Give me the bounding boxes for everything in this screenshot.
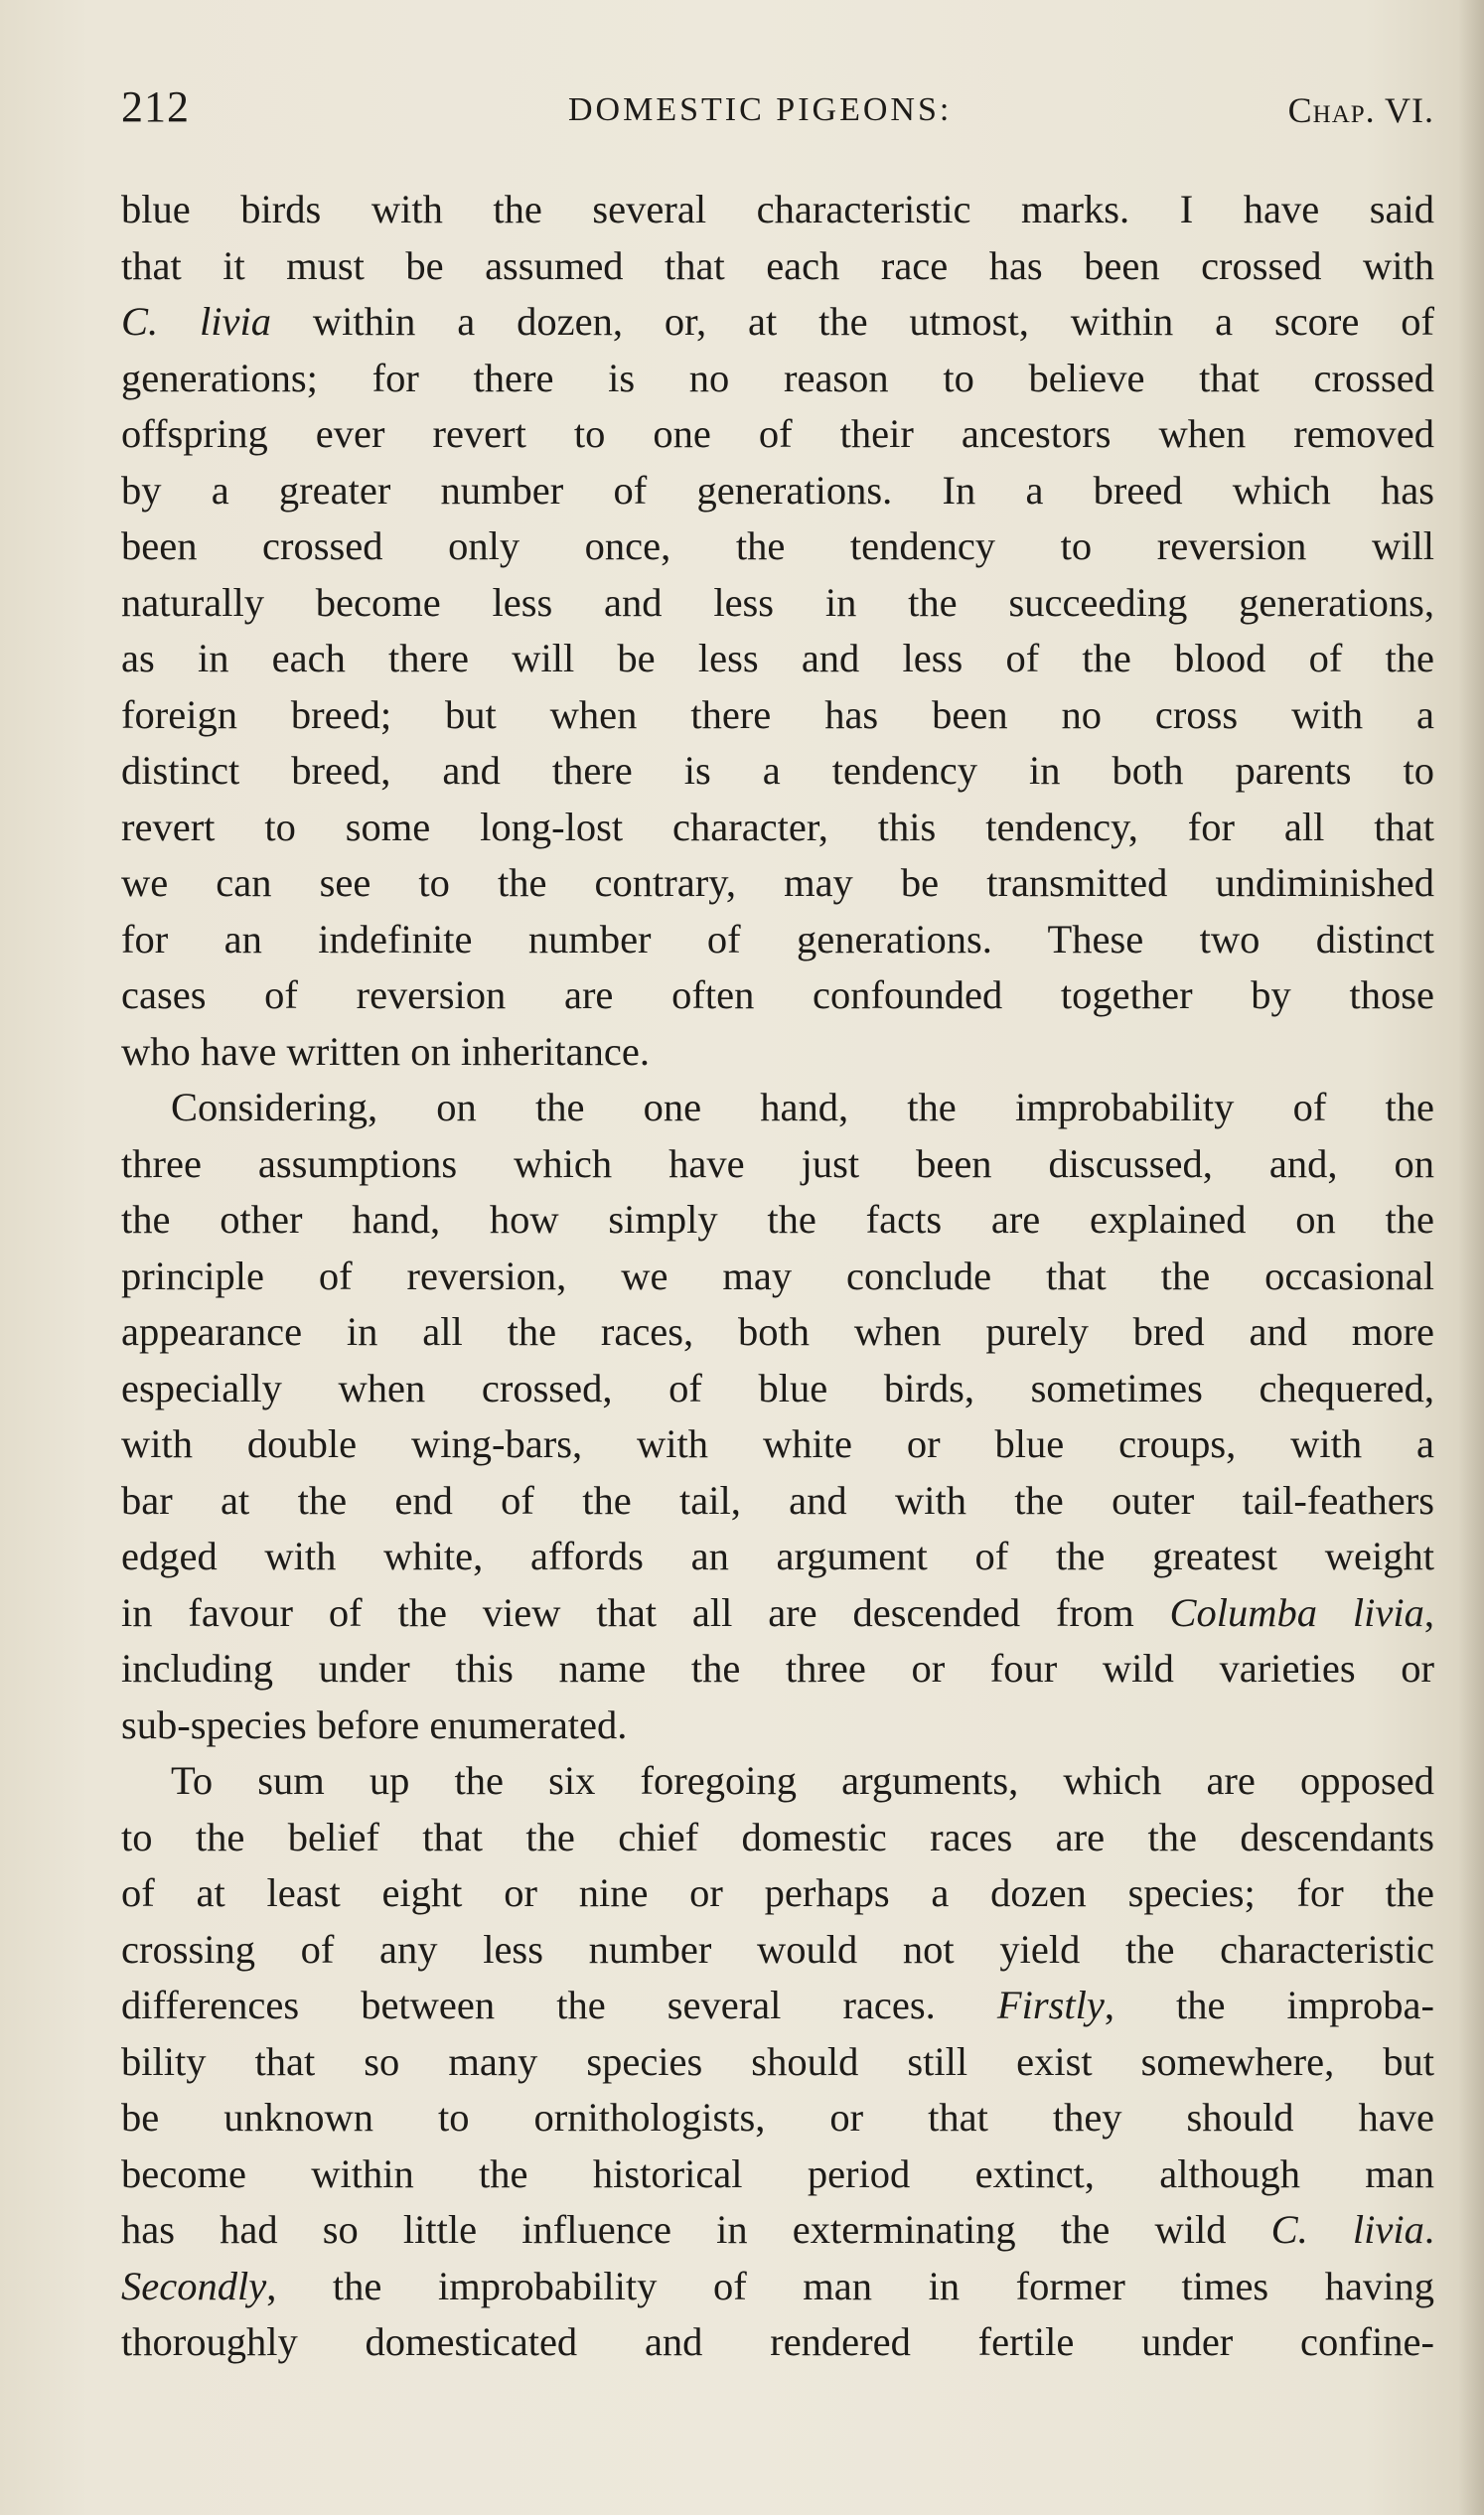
text-line (121, 855, 1434, 912)
text-line (121, 1473, 1434, 1530)
text-line (121, 1810, 1434, 1866)
text-line (121, 1192, 1434, 1249)
italic-text: Columba livia (1169, 1589, 1424, 1635)
text-line (121, 1753, 1434, 1810)
text-line (121, 800, 1434, 856)
text-line (121, 2202, 1434, 2259)
text-line (121, 1922, 1434, 1979)
text-line (121, 238, 1434, 295)
text-segment: become within the historical period extinct, although man (121, 2150, 1434, 2196)
text-segment: to the belief that the chief domestic races are the descendants (121, 1814, 1434, 1859)
text-line (121, 575, 1434, 632)
text-segment: bility that so many species should still exist somewhere, but (121, 2038, 1434, 2084)
text-line (121, 631, 1434, 687)
text-line (121, 2146, 1434, 2203)
text-segment: thoroughly domesticated and rendered fertile under confine- (121, 2319, 1434, 2364)
text-line (121, 743, 1434, 800)
text-line (121, 518, 1434, 575)
running-title: DOMESTIC PIGEONS: (568, 91, 953, 128)
text-line (121, 1585, 1434, 1642)
text-line (121, 1080, 1434, 1136)
text-line (121, 1529, 1434, 1585)
text-line (121, 1304, 1434, 1361)
text-line (121, 2259, 1434, 2315)
text-line (121, 1136, 1434, 1193)
text-segment: differences between the several races. (121, 1983, 997, 2027)
text-line (121, 463, 1434, 519)
text-segment: distinct breed, and there is a tendency in both parents to (121, 748, 1434, 793)
text-segment: especially when crossed, of blue birds, sometimes chequered, (121, 1365, 1434, 1410)
page-edge-shadow (1458, 0, 1484, 2515)
text-line (121, 2034, 1434, 2091)
text-segment: be unknown to ornithologists, or that they should have (121, 2095, 1434, 2140)
text-segment: for an indefinite number of generations. These two distinct (121, 916, 1434, 962)
body-text (121, 182, 1434, 2371)
text-line (121, 687, 1434, 744)
text-segment: appearance in all the races, both when purely bred and more (121, 1309, 1434, 1354)
text-segment: including under this name the three or four wild varieties or (121, 1646, 1434, 1691)
italic-text: C. livia (121, 299, 272, 344)
text-segment: revert to some long-lost character, this tendency, for all that (121, 804, 1434, 849)
text-segment: , the improba- (1104, 1983, 1435, 2027)
text-segment: To sum up the six foregoing arguments, which are opposed (171, 1758, 1434, 1803)
text-segment: has had so little influence in exterminating the wild (121, 2207, 1271, 2252)
text-line (121, 1865, 1434, 1922)
text-segment: blue birds with the several characteristic marks. I have said (121, 187, 1434, 231)
text-line (121, 406, 1434, 463)
text-segment: by a greater number of generations. In a breed which has (121, 467, 1434, 513)
text-line (121, 967, 1434, 1024)
italic-text: C. livia (1270, 2207, 1424, 2252)
text-segment: with double wing-bars, with white or blue croups, with a (121, 1421, 1434, 1466)
text-segment: three assumptions which have just been discussed, and, on (121, 1140, 1434, 1186)
text-line (121, 912, 1434, 968)
text-segment: sub-species before enumerated. (121, 1701, 628, 1747)
text-line (121, 1698, 1434, 1754)
text-segment: bar at the end of the tail, and with the outer tail-feathers (121, 1477, 1434, 1523)
text-segment: we can see to the contrary, may be transmitted undiminished (121, 860, 1434, 905)
text-line (121, 1416, 1434, 1473)
text-segment: , (1423, 1589, 1435, 1635)
chapter-label: Chap. VI. (1287, 90, 1434, 130)
text-segment: . (1423, 2207, 1435, 2252)
text-line (121, 1361, 1434, 1417)
text-line (121, 1641, 1434, 1698)
text-segment: been crossed only once, the tendency to reversion will (121, 523, 1434, 568)
text-segment: Considering, on the one hand, the improbability of the (171, 1085, 1434, 1129)
text-segment: as in each there will be less and less of the blood of the (121, 636, 1434, 680)
page-number: 212 (121, 82, 190, 131)
text-segment: , the improbability of man in former times having (266, 2263, 1434, 2308)
text-segment: in favour of the view that all are descended from (121, 1589, 1170, 1635)
text-segment: principle of reversion, we may conclude that the occasional (121, 1253, 1434, 1298)
text-line (121, 2314, 1434, 2371)
text-line (121, 294, 1434, 351)
text-segment: crossing of any less number would not yield the characteristic (121, 1926, 1434, 1972)
text-line (121, 182, 1434, 238)
text-line (121, 2090, 1434, 2146)
text-segment: offspring ever revert to one of their ancestors when removed (121, 411, 1434, 456)
running-header (121, 81, 1434, 151)
text-line (121, 1249, 1434, 1305)
text-segment: who have written on inheritance. (121, 1028, 650, 1074)
text-segment: cases of reversion are often confounded together by those (121, 972, 1434, 1017)
text-segment: that it must be assumed that each race has been crossed with (121, 242, 1434, 288)
text-line (121, 1978, 1434, 2034)
text-segment: edged with white, affords an argument of the greatest weight (121, 1534, 1434, 1578)
italic-text: Secondly (121, 2263, 267, 2308)
text-segment: of at least eight or nine or perhaps a dozen species; for the (121, 1870, 1434, 1915)
text-segment: the other hand, how simply the facts are explained on the (121, 1197, 1434, 1242)
text-segment: foreign breed; but when there has been no cross with a (121, 691, 1434, 737)
text-segment: generations; for there is no reason to believe that crossed (121, 355, 1434, 400)
text-segment: naturally become less and less in the succeeding generations, (121, 579, 1434, 625)
text-line (121, 1024, 1434, 1081)
text-segment: within a dozen, or, at the utmost, within a score of (271, 299, 1435, 344)
italic-text: Firstly (996, 1983, 1105, 2027)
text-line (121, 351, 1434, 407)
